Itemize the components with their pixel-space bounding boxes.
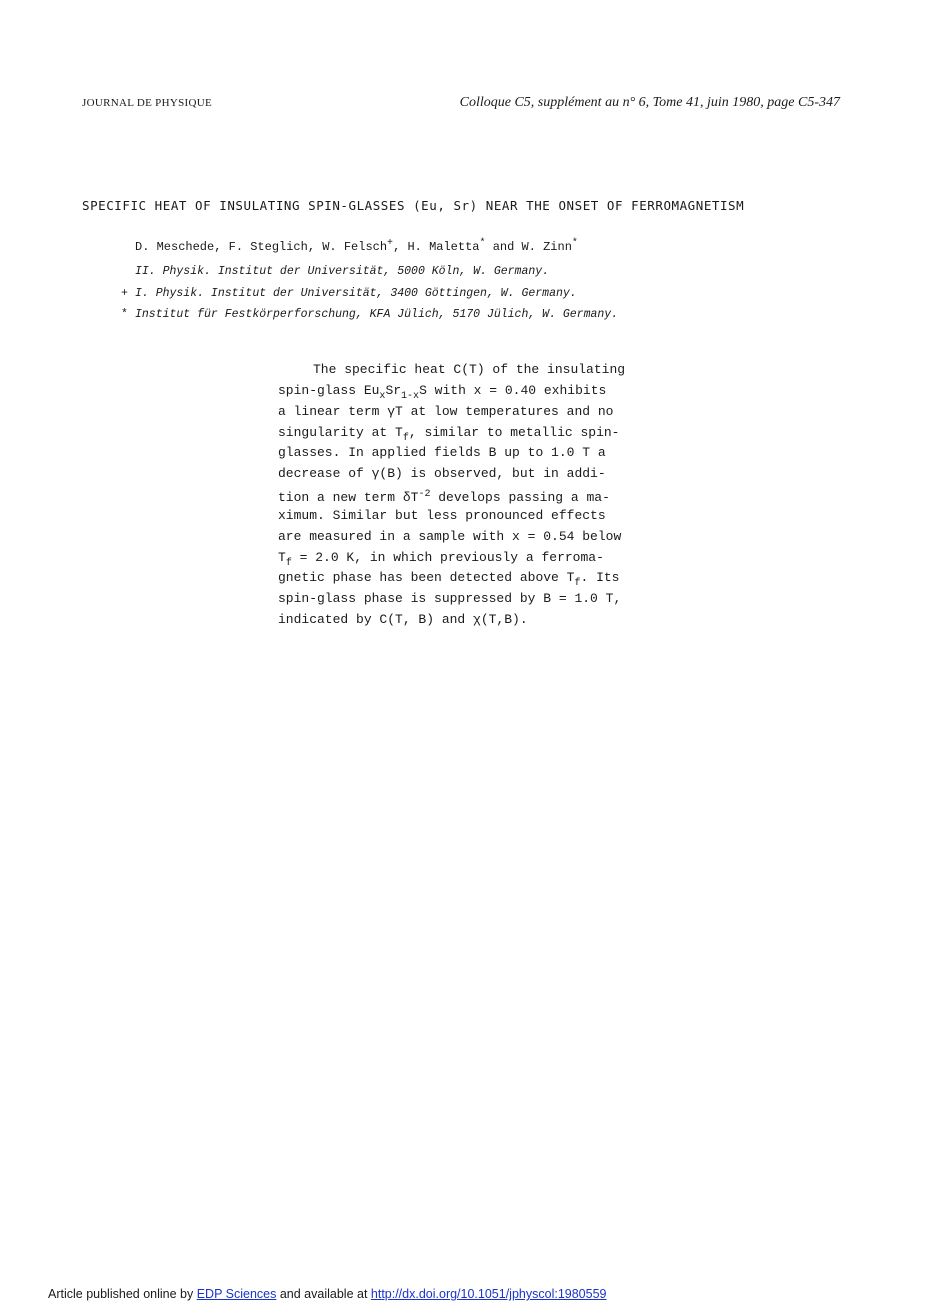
affiliation-text: II. Physik. Institut der Universität, 5000 Köln, W. Germany. [135,265,550,278]
abstract [278,360,663,631]
abstract-line: decrease of γ(B) is observed, but in addi- [278,466,606,482]
abstract-line: indicated by C(T, B) and χ(T,B). [278,612,528,628]
affiliation-mark: * [121,308,128,321]
affiliation-julich [121,308,618,321]
abstract-line: singularity at $T_f$, similar to metallic spin- [278,424,620,444]
article-title: SPECIFIC HEAT OF INSULATING SPIN-GLASSES (Eu, Sr) NEAR THE ONSET OF FERROMAGNETISM [82,198,745,213]
abstract-line: spin-glass $Eu_xSr_{1-x}S$ with x = 0.40 exhibits [278,382,607,402]
doi-link[interactable]: http://dx.doi.org/10.1051/jphyscol:1980559 [370,1287,607,1301]
abstract-line: $T_f = 2.0$ K, in which previously a ferroma- [278,549,604,569]
issue-citation: Colloque C5, supplément au n° 6, Tome 41, juin 1980, page C5-347 [459,95,840,110]
affiliation-text: I. Physik. Institut der Universität, 3400 Göttingen, W. Germany. [135,287,577,300]
affiliation-koln [135,265,549,278]
abstract-line: are measured in a sample with x = 0.54 below [278,528,622,544]
author-text: , H. Maletta [393,240,480,254]
abstract-line: tion a new term $\delta T^{-2}$ develops passing a ma- [278,489,610,506]
abstract-line: glasses. In applied fields B up to 1.0 T a [278,445,606,461]
edp-sciences-link[interactable]: EDP Sciences [196,1287,277,1301]
affiliation-mark: * [571,238,578,249]
footer-text: Article published online by [48,1287,197,1301]
abstract-line: ximum. Similar but less pronounced effects [278,507,606,523]
abstract-line: gnetic phase has been detected above $T_f$. Its [278,570,620,590]
abstract-line: The specific heat C(T) of the insulating [313,362,626,377]
author-text: D. Meschede, F. Steglich, W. Felsch [135,240,388,254]
abstract-line: spin-glass phase is suppressed by B = 1.0 T, [278,591,622,607]
affiliation-text: Institut für Festkörperforschung, KFA Jülich, 5170 Jülich, W. Germany. [135,308,619,321]
journal-name: JOURNAL DE PHYSIQUE [82,97,212,109]
affiliation-mark: + [387,238,394,249]
affiliation-gottingen [121,287,577,300]
affiliation-mark: + [121,287,128,300]
author-text: and W. Zinn [485,240,572,254]
publication-footer [48,1287,606,1301]
abstract-line: a linear term γT at low temperatures and no [278,403,614,419]
author-list [135,238,578,254]
footer-text: and available at [276,1287,371,1301]
affiliation-mark: * [479,238,486,249]
